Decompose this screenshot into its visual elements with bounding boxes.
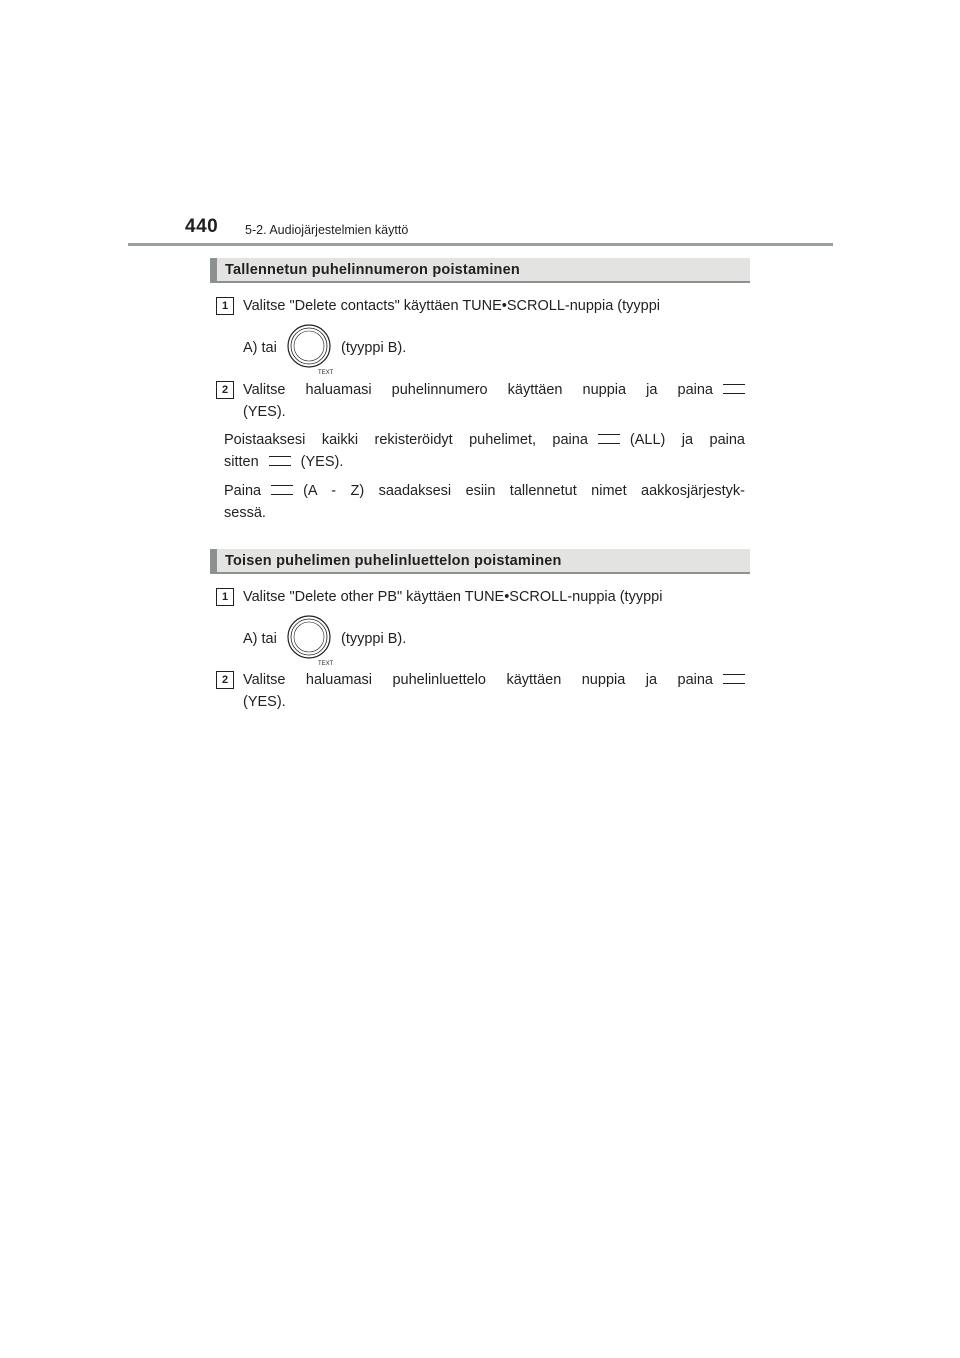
note-text: (ALL) ja paina — [629, 432, 745, 448]
tune-knob-icon — [287, 322, 333, 376]
step-1-text — [243, 586, 745, 608]
step-2-line: Valitse haluamasi puhelinnumero käyttäen nuppia ja paina — [243, 382, 713, 398]
note-delete-all — [224, 429, 745, 473]
note-text: Poistaaksesi kaikki rekisteröidyt puhelimet, paina — [224, 432, 588, 448]
step-2-text — [243, 669, 745, 713]
step-2-text — [243, 379, 745, 423]
step-1-line: Valitse "Delete contacts" käyttäen TUNE•SCROLL-nuppia (tyyppi — [243, 298, 660, 314]
note-text: (YES). — [300, 454, 344, 470]
button-icon — [269, 456, 291, 466]
note-sort — [224, 480, 745, 524]
note-text: Paina — [224, 483, 262, 499]
header-divider — [128, 243, 833, 246]
step-number-1: 1 — [216, 588, 234, 606]
knob-text-before: A) tai — [243, 631, 277, 647]
page-header — [185, 216, 825, 246]
step-number-2: 2 — [216, 381, 234, 399]
step-2-line-2: (YES). — [243, 694, 286, 710]
knob-text-after: (tyyppi B). — [341, 340, 407, 356]
step-number-1: 1 — [216, 297, 234, 315]
button-icon — [723, 384, 745, 394]
knob-text-before: A) tai — [243, 340, 277, 356]
step-1-line: Valitse "Delete other PB" käyttäen TUNE•SCROLL-nuppia (tyyppi — [243, 589, 663, 605]
button-icon — [598, 434, 620, 444]
knob-label: TEXT — [318, 661, 333, 667]
button-icon — [723, 674, 745, 684]
section-heading-delete-number — [210, 258, 750, 283]
note-text: sessä. — [224, 505, 266, 521]
step-2-line-2: (YES). — [243, 404, 286, 420]
chapter-title: 5-2. Audiojärjestelmien käyttö — [245, 223, 409, 237]
button-icon — [271, 485, 293, 495]
section-title: Toisen puhelimen puhelinluettelon poistaminen — [225, 553, 562, 569]
note-text: sitten — [224, 454, 259, 470]
page-number: 440 — [185, 216, 219, 237]
knob-label: TEXT — [318, 370, 333, 376]
section-title: Tallennetun puhelinnumeron poistaminen — [225, 262, 520, 278]
step-1-text — [243, 295, 745, 317]
note-text: (A - Z) saadaksesi esiin tallennetut nimet aakkosjärjestyk- — [303, 483, 745, 499]
step-number-2: 2 — [216, 671, 234, 689]
section-heading-delete-other-pb — [210, 549, 750, 574]
knob-text-after: (tyyppi B). — [341, 631, 407, 647]
tune-knob-icon — [287, 613, 333, 667]
step-2-line: Valitse haluamasi puhelinluettelo käyttäen nuppia ja paina — [243, 672, 713, 688]
